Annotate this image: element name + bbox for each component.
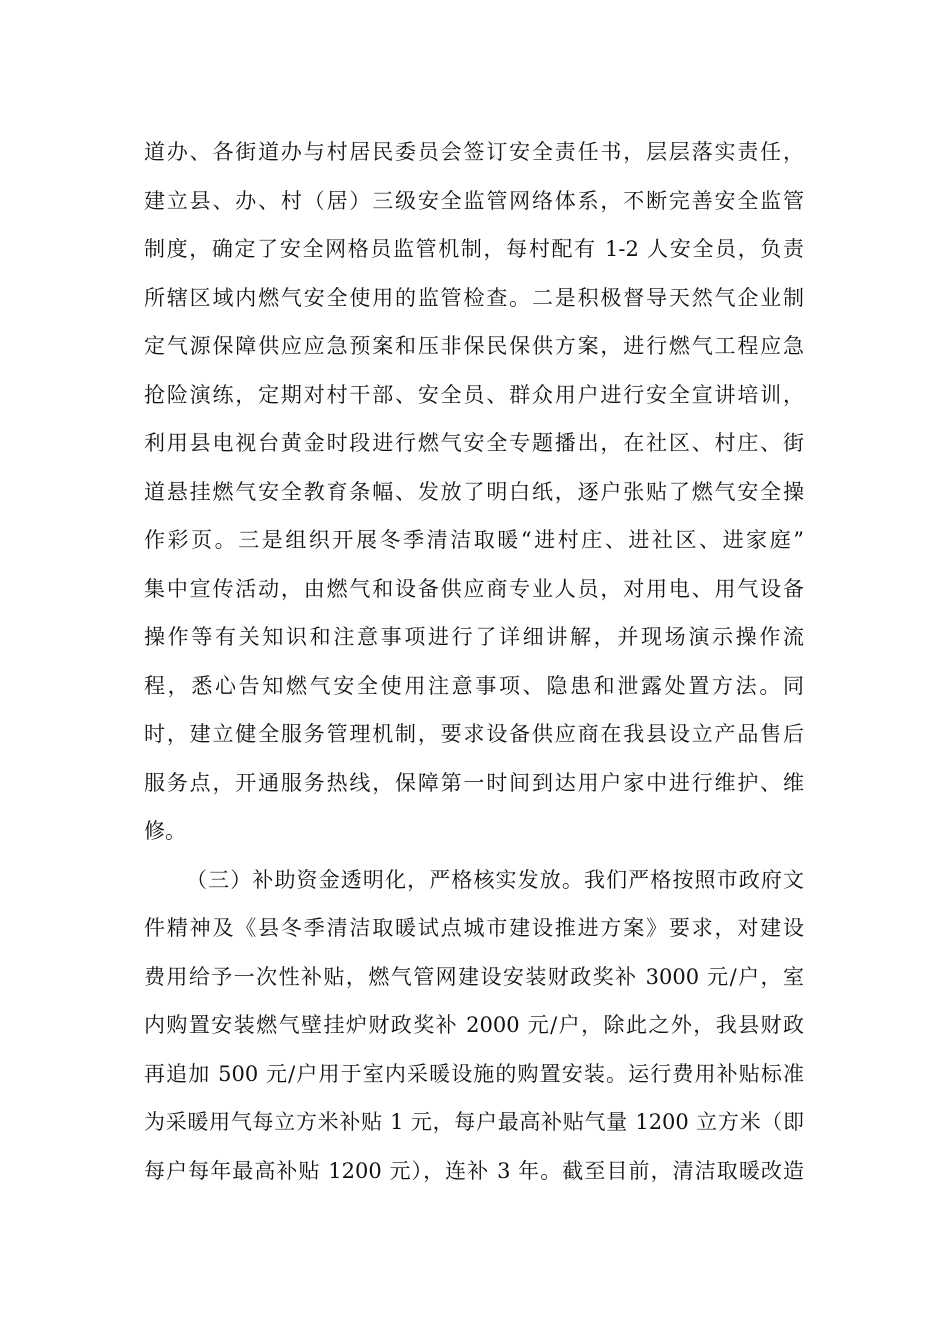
text-line: 抢险演练，定期对村干部、安全员、群众用户进行安全宣讲培训， (144, 382, 804, 407)
text-line: 集中宣传活动，由燃气和设备供应商专业人员，对用电、用气设备 (144, 576, 804, 601)
text-line: 利用县电视台黄金时段进行燃气安全专题播出，在社区、村庄、街 (144, 431, 804, 455)
paragraph-first-line: （三）补助资金透明化，严格核实发放。我们严格按照市政府文 (186, 867, 804, 892)
text-line: 费用给予一次性补贴，燃气管网建设安装财政奖补 3000 元/户，室 (144, 964, 804, 989)
text-line: 再追加 500 元/户用于室内采暖设施的购置安装。运行费用补贴标准 (144, 1061, 804, 1086)
text-line: 作彩页。三是组织开展冬季清洁取暖“进村庄、进社区、进家庭” (144, 528, 804, 552)
text-line: 道悬挂燃气安全教育条幅、发放了明白纸，逐户张贴了燃气安全操 (144, 479, 804, 504)
text-line: 内购置安装燃气壁挂炉财政奖补 2000 元/户，除此之外，我县财政 (144, 1013, 804, 1037)
text-line: 每户每年最高补贴 1200 元），连补 3 年。截至目前，清洁取暖改造 (144, 1158, 804, 1183)
text-line: 建立县、办、村（居）三级安全监管网络体系，不断完善安全监管 (144, 188, 804, 213)
text-line: 程，悉心告知燃气安全使用注意事项、隐患和泄露处置方法。同 (144, 673, 804, 698)
text-line: 时，建立健全服务管理机制，要求设备供应商在我县设立产品售后 (144, 722, 804, 746)
text-line: 件精神及《县冬季清洁取暖试点城市建设推进方案》要求，对建设 (144, 916, 804, 940)
text-line: 操作等有关知识和注意事项进行了详细讲解，并现场演示操作流 (144, 625, 804, 649)
text-line: 服务点，开通服务热线，保障第一时间到达用户家中进行维护、维 (144, 770, 804, 795)
text-line: 为采暖用气每立方米补贴 1 元，每户最高补贴气量 1200 立方米（即 (144, 1110, 804, 1134)
text-line: 修。 (144, 819, 186, 843)
body-text (144, 128, 804, 1195)
text-line: 所辖区域内燃气安全使用的监管检查。二是积极督导天然气企业制 (144, 285, 804, 310)
text-line: 定气源保障供应应急预案和压非保民保供方案，进行燃气工程应急 (144, 334, 804, 358)
text-line: 制度，确定了安全网格员监管机制，每村配有 1-2 人安全员，负责 (144, 237, 804, 261)
text-line: 道办、各街道办与村居民委员会签订安全责任书，层层落实责任， (144, 140, 804, 164)
